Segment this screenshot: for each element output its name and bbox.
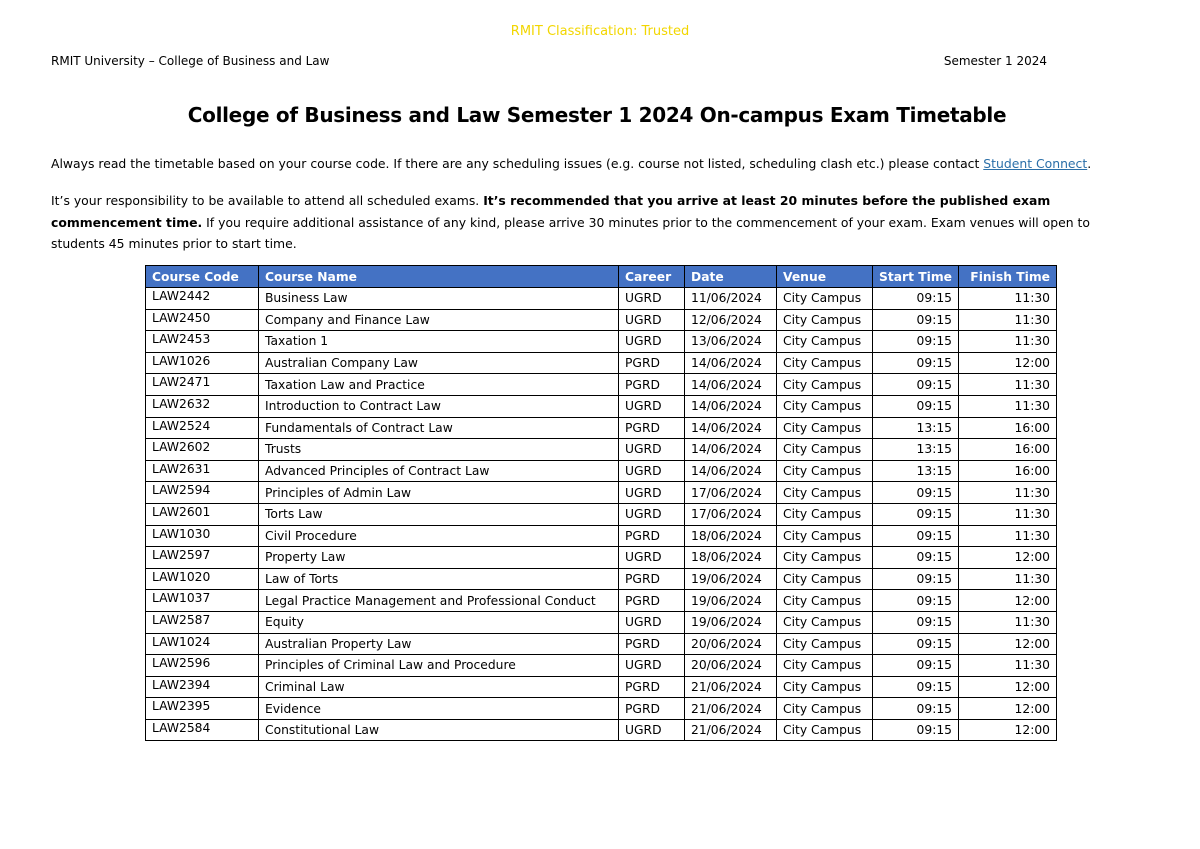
- cell-finish-time: 12:00: [959, 547, 1057, 569]
- cell-venue: City Campus: [777, 547, 873, 569]
- cell-finish-time: 11:30: [959, 288, 1057, 310]
- cell-career: UGRD: [619, 611, 685, 633]
- classification-label: RMIT Classification: Trusted: [510, 24, 690, 39]
- cell-career: UGRD: [619, 439, 685, 461]
- responsibility-paragraph: [51, 190, 1141, 255]
- cell-start-time: 13:15: [873, 417, 959, 439]
- cell-date: 14/06/2024: [685, 374, 777, 396]
- cell-date: 17/06/2024: [685, 503, 777, 525]
- cell-date: 17/06/2024: [685, 482, 777, 504]
- cell-start-time: 13:15: [873, 439, 959, 461]
- cell-start-time: 09:15: [873, 590, 959, 612]
- cell-start-time: 09:15: [873, 568, 959, 590]
- cell-finish-time: 11:30: [959, 309, 1057, 331]
- table-body: [146, 288, 1057, 741]
- cell-start-time: 09:15: [873, 288, 959, 310]
- cell-venue: City Campus: [777, 482, 873, 504]
- header-semester: Semester 1 2024: [943, 54, 1047, 68]
- cell-finish-time: 11:30: [959, 655, 1057, 677]
- cell-finish-time: 11:30: [959, 482, 1057, 504]
- cell-course-name: Torts Law: [259, 503, 619, 525]
- table-row: [146, 417, 1057, 439]
- cell-date: 14/06/2024: [685, 439, 777, 461]
- cell-finish-time: 16:00: [959, 439, 1057, 461]
- page-title: College of Business and Law Semester 1 2024 On-campus Exam Timetable: [187, 103, 1007, 127]
- cell-course-code: LAW2584: [146, 719, 259, 741]
- cell-venue: City Campus: [777, 288, 873, 310]
- cell-venue: City Campus: [777, 676, 873, 698]
- table-row: [146, 503, 1057, 525]
- cell-career: PGRD: [619, 568, 685, 590]
- cell-career: PGRD: [619, 352, 685, 374]
- cell-date: 18/06/2024: [685, 547, 777, 569]
- table-row: [146, 525, 1057, 547]
- cell-date: 20/06/2024: [685, 655, 777, 677]
- cell-course-code: LAW2632: [146, 395, 259, 417]
- cell-venue: City Campus: [777, 655, 873, 677]
- cell-finish-time: 12:00: [959, 352, 1057, 374]
- table-row: [146, 288, 1057, 310]
- cell-venue: City Campus: [777, 698, 873, 720]
- table-row: [146, 611, 1057, 633]
- instructions-end: .: [1087, 156, 1092, 171]
- cell-venue: City Campus: [777, 331, 873, 353]
- cell-course-name: Company and Finance Law: [259, 309, 619, 331]
- cell-course-code: LAW1024: [146, 633, 259, 655]
- table-row: [146, 719, 1057, 741]
- cell-venue: City Campus: [777, 590, 873, 612]
- cell-date: 21/06/2024: [685, 676, 777, 698]
- cell-start-time: 09:15: [873, 719, 959, 741]
- cell-course-name: Principles of Criminal Law and Procedure: [259, 655, 619, 677]
- cell-course-code: LAW2394: [146, 676, 259, 698]
- cell-date: 19/06/2024: [685, 590, 777, 612]
- arrival-recommendation: It’s recommended that you arrive at least 20 minutes before the published exam commencement time.: [51, 193, 1051, 230]
- instructions-paragraph: [51, 153, 1131, 174]
- cell-venue: City Campus: [777, 374, 873, 396]
- table-row: [146, 331, 1057, 353]
- cell-course-code: LAW1026: [146, 352, 259, 374]
- cell-finish-time: 12:00: [959, 590, 1057, 612]
- table-row: [146, 395, 1057, 417]
- cell-course-code: LAW2597: [146, 547, 259, 569]
- table-row: [146, 439, 1057, 461]
- cell-date: 13/06/2024: [685, 331, 777, 353]
- cell-course-code: LAW2596: [146, 655, 259, 677]
- instructions-text: Always read the timetable based on your course code. If there are any scheduling issues (e.g. course not listed, scheduling clash etc.) please contact: [51, 156, 984, 171]
- cell-career: PGRD: [619, 633, 685, 655]
- cell-course-name: Trusts: [259, 439, 619, 461]
- cell-course-name: Taxation 1: [259, 331, 619, 353]
- cell-date: 19/06/2024: [685, 611, 777, 633]
- cell-finish-time: 11:30: [959, 503, 1057, 525]
- cell-course-code: LAW1020: [146, 568, 259, 590]
- cell-course-name: Business Law: [259, 288, 619, 310]
- cell-career: PGRD: [619, 676, 685, 698]
- table-row: [146, 676, 1057, 698]
- cell-venue: City Campus: [777, 633, 873, 655]
- cell-venue: City Campus: [777, 719, 873, 741]
- cell-career: PGRD: [619, 374, 685, 396]
- cell-career: UGRD: [619, 547, 685, 569]
- cell-start-time: 09:15: [873, 374, 959, 396]
- cell-career: UGRD: [619, 288, 685, 310]
- table-row: [146, 633, 1057, 655]
- cell-date: 14/06/2024: [685, 417, 777, 439]
- cell-finish-time: 11:30: [959, 331, 1057, 353]
- table-row: [146, 655, 1057, 677]
- table-row: [146, 547, 1057, 569]
- cell-career: UGRD: [619, 460, 685, 482]
- cell-finish-time: 16:00: [959, 460, 1057, 482]
- cell-venue: City Campus: [777, 503, 873, 525]
- cell-date: 18/06/2024: [685, 525, 777, 547]
- col-career: Career: [619, 266, 685, 288]
- cell-venue: City Campus: [777, 395, 873, 417]
- cell-course-code: LAW2395: [146, 698, 259, 720]
- cell-date: 14/06/2024: [685, 460, 777, 482]
- table-row: [146, 374, 1057, 396]
- cell-start-time: 09:15: [873, 331, 959, 353]
- cell-date: 19/06/2024: [685, 568, 777, 590]
- cell-date: 11/06/2024: [685, 288, 777, 310]
- cell-finish-time: 12:00: [959, 633, 1057, 655]
- cell-course-name: Advanced Principles of Contract Law: [259, 460, 619, 482]
- cell-date: 20/06/2024: [685, 633, 777, 655]
- cell-start-time: 09:15: [873, 309, 959, 331]
- col-date: Date: [685, 266, 777, 288]
- col-course-code: Course Code: [146, 266, 259, 288]
- cell-career: UGRD: [619, 331, 685, 353]
- cell-career: UGRD: [619, 719, 685, 741]
- cell-venue: City Campus: [777, 525, 873, 547]
- cell-course-code: LAW2601: [146, 503, 259, 525]
- cell-start-time: 09:15: [873, 503, 959, 525]
- cell-start-time: 09:15: [873, 482, 959, 504]
- cell-course-code: LAW2450: [146, 309, 259, 331]
- cell-course-name: Equity: [259, 611, 619, 633]
- cell-career: UGRD: [619, 655, 685, 677]
- cell-course-code: LAW2471: [146, 374, 259, 396]
- cell-venue: City Campus: [777, 460, 873, 482]
- cell-date: 21/06/2024: [685, 719, 777, 741]
- cell-venue: City Campus: [777, 417, 873, 439]
- cell-course-code: LAW1030: [146, 525, 259, 547]
- table-header-row: [146, 266, 1057, 288]
- cell-career: PGRD: [619, 417, 685, 439]
- header-university: RMIT University – College of Business and Law: [51, 54, 330, 68]
- col-venue: Venue: [777, 266, 873, 288]
- cell-finish-time: 11:30: [959, 568, 1057, 590]
- cell-career: UGRD: [619, 503, 685, 525]
- cell-course-code: LAW2631: [146, 460, 259, 482]
- student-connect-link[interactable]: Student Connect: [983, 156, 1088, 171]
- cell-start-time: 09:15: [873, 611, 959, 633]
- cell-course-code: LAW1037: [146, 590, 259, 612]
- exam-timetable: [145, 265, 1057, 741]
- cell-start-time: 09:15: [873, 547, 959, 569]
- cell-start-time: 09:15: [873, 676, 959, 698]
- cell-finish-time: 11:30: [959, 611, 1057, 633]
- table-row: [146, 482, 1057, 504]
- cell-career: UGRD: [619, 309, 685, 331]
- cell-career: PGRD: [619, 698, 685, 720]
- cell-start-time: 09:15: [873, 395, 959, 417]
- cell-finish-time: 12:00: [959, 719, 1057, 741]
- cell-course-code: LAW2442: [146, 288, 259, 310]
- cell-start-time: 09:15: [873, 352, 959, 374]
- cell-date: 14/06/2024: [685, 395, 777, 417]
- cell-date: 14/06/2024: [685, 352, 777, 374]
- cell-career: UGRD: [619, 482, 685, 504]
- cell-career: UGRD: [619, 395, 685, 417]
- col-finish-time: Finish Time: [959, 266, 1057, 288]
- cell-course-name: Legal Practice Management and Professional Conduct: [259, 590, 619, 612]
- responsibility-text: It’s your responsibility to be available to attend all scheduled exams.: [51, 193, 484, 208]
- cell-course-name: Property Law: [259, 547, 619, 569]
- cell-venue: City Campus: [777, 611, 873, 633]
- cell-course-name: Fundamentals of Contract Law: [259, 417, 619, 439]
- cell-course-code: LAW2602: [146, 439, 259, 461]
- cell-venue: City Campus: [777, 352, 873, 374]
- col-course-name: Course Name: [259, 266, 619, 288]
- cell-course-name: Civil Procedure: [259, 525, 619, 547]
- cell-course-code: LAW2587: [146, 611, 259, 633]
- cell-course-code: LAW2594: [146, 482, 259, 504]
- cell-start-time: 13:15: [873, 460, 959, 482]
- cell-start-time: 09:15: [873, 525, 959, 547]
- table-row: [146, 590, 1057, 612]
- cell-venue: City Campus: [777, 309, 873, 331]
- cell-finish-time: 11:30: [959, 525, 1057, 547]
- col-start-time: Start Time: [873, 266, 959, 288]
- cell-finish-time: 12:00: [959, 676, 1057, 698]
- table-row: [146, 568, 1057, 590]
- table-row: [146, 460, 1057, 482]
- assistance-text: If you require additional assistance of any kind, please arrive 30 minutes prior to the commencement of your exam. Exam venues will open to students 45 minutes prior to start time.: [51, 214, 1090, 251]
- cell-start-time: 09:15: [873, 655, 959, 677]
- cell-finish-time: 16:00: [959, 417, 1057, 439]
- cell-course-name: Law of Torts: [259, 568, 619, 590]
- cell-finish-time: 11:30: [959, 374, 1057, 396]
- table-row: [146, 352, 1057, 374]
- cell-course-name: Taxation Law and Practice: [259, 374, 619, 396]
- cell-course-name: Constitutional Law: [259, 719, 619, 741]
- cell-course-name: Principles of Admin Law: [259, 482, 619, 504]
- cell-finish-time: 12:00: [959, 698, 1057, 720]
- table-row: [146, 698, 1057, 720]
- cell-course-name: Australian Property Law: [259, 633, 619, 655]
- cell-finish-time: 11:30: [959, 395, 1057, 417]
- cell-course-name: Australian Company Law: [259, 352, 619, 374]
- cell-course-name: Evidence: [259, 698, 619, 720]
- table-row: [146, 309, 1057, 331]
- cell-career: PGRD: [619, 590, 685, 612]
- cell-venue: City Campus: [777, 568, 873, 590]
- cell-date: 12/06/2024: [685, 309, 777, 331]
- cell-date: 21/06/2024: [685, 698, 777, 720]
- cell-start-time: 09:15: [873, 698, 959, 720]
- cell-career: PGRD: [619, 525, 685, 547]
- cell-course-code: LAW2453: [146, 331, 259, 353]
- cell-course-name: Criminal Law: [259, 676, 619, 698]
- cell-venue: City Campus: [777, 439, 873, 461]
- cell-course-name: Introduction to Contract Law: [259, 395, 619, 417]
- cell-start-time: 09:15: [873, 633, 959, 655]
- cell-course-code: LAW2524: [146, 417, 259, 439]
